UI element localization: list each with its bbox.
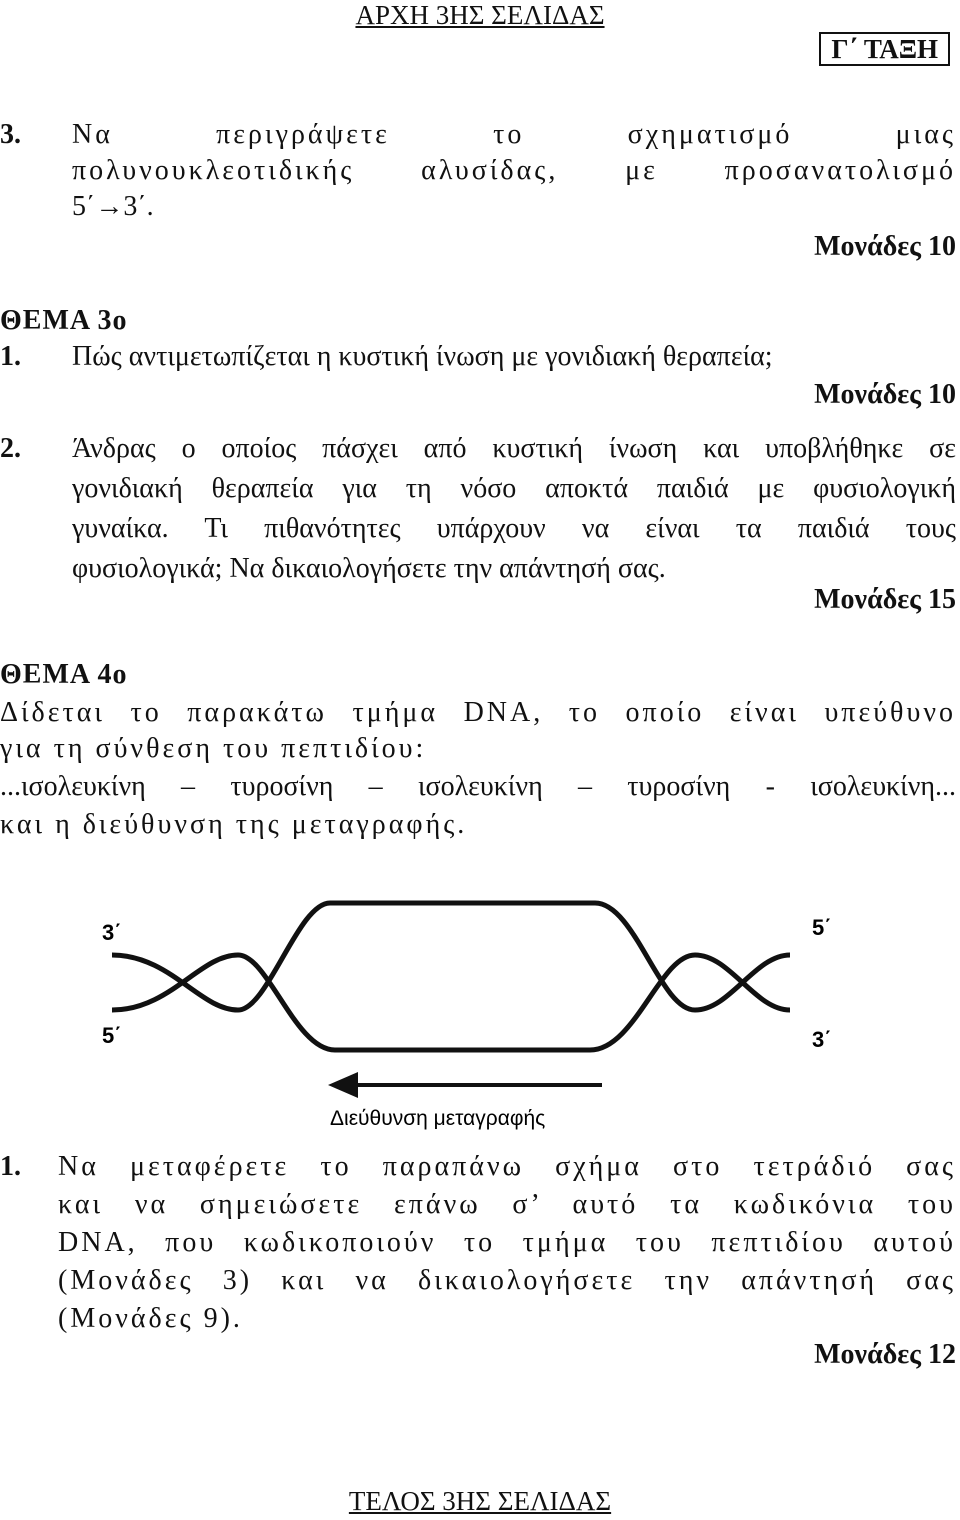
- transcription-arrow: [328, 1072, 602, 1098]
- t4-intro-line-4: και η διεύθυνση της μεταγραφής.: [0, 809, 468, 840]
- peptide-sequence: ...ισολευκίνη – τυροσίνη – ισολευκίνη – τυροσίνη - ισολευκίνη...: [0, 771, 956, 802]
- theme-3-heading: ΘΕΜΑ 3ο: [0, 305, 128, 336]
- question-number: 2.: [0, 433, 21, 464]
- arrow-left-head: [328, 1072, 358, 1098]
- t3-q2-line-2: γονιδιακή θεραπεία για τη νόσο αποκτά παιδιά με φυσιολογική: [72, 473, 956, 504]
- question-number: 1.: [0, 341, 21, 372]
- q3-marks: Μονάδες 10: [814, 231, 956, 262]
- t3-q2-marks: Μονάδες 15: [814, 584, 956, 615]
- t4-q1-line-5: (Μονάδες 9).: [58, 1303, 243, 1334]
- t4-q1-marks: Μονάδες 12: [814, 1339, 956, 1370]
- t3-q1-text: Πώς αντιμετωπίζεται η κυστική ίνωση με γονιδιακή θεραπεία;: [72, 341, 773, 372]
- bottom-right-end-label: 3΄: [812, 1027, 832, 1052]
- theme-4-heading: ΘΕΜΑ 4ο: [0, 659, 128, 690]
- top-left-end-label: 3΄: [102, 920, 122, 945]
- t3-q2-line-1: Άνδρας ο οποίος πάσχει από κυστική ίνωση και υποβλήθηκε σε: [72, 433, 956, 464]
- q3-line-3: 5΄→3΄.: [72, 191, 154, 222]
- question-number: 1.: [0, 1151, 21, 1182]
- t3-q1-marks: Μονάδες 10: [814, 379, 956, 410]
- t4-q1-line-4: (Μονάδες 3) και να δικαιολογήσετε την απάντησή σας: [58, 1265, 956, 1296]
- page-start-banner: ΑΡΧΗ 3ΗΣ ΣΕΛΙΔΑΣ: [355, 0, 605, 30]
- bottom-left-end-label: 5΄: [102, 1023, 122, 1048]
- dna-strands: [112, 903, 790, 1050]
- t4-q1-line-3: DNA, που κωδικοποιούν το τμήμα του πεπτιδίου αυτού: [58, 1227, 956, 1258]
- transcription-direction-caption: Διεύθυνση μεταγραφής: [330, 1107, 546, 1130]
- t3-q2-line-4: φυσιολογικά; Να δικαιολογήσετε την απάντησή σας.: [72, 553, 666, 584]
- t4-intro-line-2: για τη σύνθεση του πεπτιδίου:: [0, 733, 427, 764]
- class-label-box: Γ΄ ΤΑΞΗ: [819, 32, 950, 66]
- t4-intro-line-1: Δίδεται το παρακάτω τμήμα DNA, το οποίο είναι υπεύθυνο: [0, 697, 956, 728]
- t4-q1-line-2: και να σημειώσετε επάνω σ’ αυτό τα κωδικόνια του: [58, 1189, 956, 1220]
- top-right-end-label: 5΄: [812, 915, 832, 940]
- question-number: 3.: [0, 119, 21, 150]
- q3-line-2: πολυνουκλεοτιδικής αλυσίδας, με προσανατολισμό: [72, 155, 956, 186]
- dna-diagram: [90, 885, 870, 1145]
- t4-q1-line-1: Να μεταφέρετε το παραπάνω σχήμα στο τετράδιό σας: [58, 1151, 956, 1182]
- t3-q2-line-3: γυναίκα. Τι πιθανότητες υπάρχουν να είναι τα παιδιά τους: [72, 513, 956, 544]
- q3-line-1: Να περιγράψετε το σχηματισμό μιας: [72, 119, 956, 150]
- page-end-banner: ΤΕΛΟΣ 3ΗΣ ΣΕΛΙΔΑΣ: [348, 1486, 612, 1516]
